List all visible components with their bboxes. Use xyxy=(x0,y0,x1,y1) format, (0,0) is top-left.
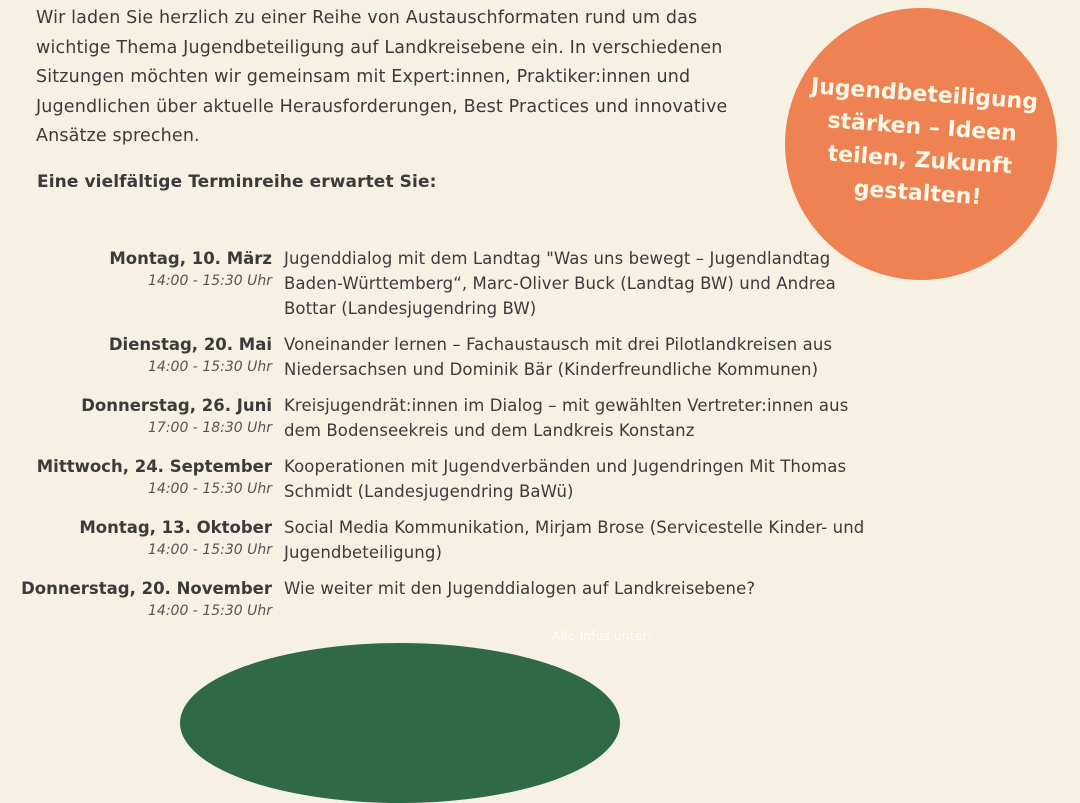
event-when xyxy=(0,454,272,504)
event-date: Donnerstag, 20. November xyxy=(21,579,272,598)
event-date: Mittwoch, 24. September xyxy=(36,457,272,476)
event-when xyxy=(0,393,272,443)
event-time: 14:00 - 15:30 Uhr xyxy=(148,542,272,558)
event-list xyxy=(0,246,1080,633)
event-description: Kooperationen mit Jugendverbänden und Jugendringen Mit Thomas Schmidt (Landesjugendring BaWü) xyxy=(284,457,847,501)
event-date: Montag, 13. Oktober xyxy=(79,518,272,537)
event-item xyxy=(0,332,1080,382)
info-note: Alle Infos unter: xyxy=(552,629,653,643)
decorative-green-shape xyxy=(180,643,620,803)
event-item xyxy=(0,576,1080,622)
slogan-badge xyxy=(785,8,1057,280)
event-description: Kreisjugendrät:innen im Dialog – mit gewählten Vertreter:innen aus dem Bodenseekreis und dem Landkreis Konstanz xyxy=(284,396,849,440)
event-item xyxy=(0,393,1080,443)
event-date: Donnerstag, 26. Juni xyxy=(81,396,272,415)
event-when xyxy=(0,246,272,321)
event-date: Montag, 10. März xyxy=(109,249,272,268)
event-time: 14:00 - 15:30 Uhr xyxy=(148,603,272,619)
event-when xyxy=(0,515,272,565)
event-description: Social Media Kommunikation, Mirjam Brose (Servicestelle Kinder- und Jugendbeteiligung) xyxy=(284,518,865,562)
event-description: Wie weiter mit den Jugenddialogen auf Landkreisebene? xyxy=(284,579,756,598)
event-time: 14:00 - 15:30 Uhr xyxy=(148,273,272,289)
event-item xyxy=(0,454,1080,504)
slogan-text: Jugendbeteiligung stärken – Ideen teilen, Zukunft gestalten! xyxy=(810,74,1039,211)
event-when xyxy=(0,576,272,622)
event-description: Voneinander lernen – Fachaustausch mit drei Pilotlandkreisen aus Niedersachsen und Dominik Bär (Kinderfreundliche Kommunen) xyxy=(284,335,833,379)
event-description: Jugenddialog mit dem Landtag "Was uns bewegt – Jugendlandtag Baden-Württemberg“, Marc-Oliver Buck (Landtag BW) und Andrea Bottar (Landesjugendring BW) xyxy=(284,249,836,318)
schedule-heading: Eine vielfältige Terminreihe erwartet Sie: xyxy=(37,172,437,192)
event-item xyxy=(0,515,1080,565)
event-time: 14:00 - 15:30 Uhr xyxy=(148,359,272,375)
event-time: 17:00 - 18:30 Uhr xyxy=(148,420,272,436)
event-time: 14:00 - 15:30 Uhr xyxy=(148,481,272,497)
intro-paragraph: Wir laden Sie herzlich zu einer Reihe von Austauschformaten rund um das wichtige Thema Jugendbeteiligung auf Landkreisebene ein. In verschiedenen Sitzungen möchten wir gemeinsam mit Expert:innen, Praktiker:innen und Jugendlichen über aktuelle Herausforderungen, Best Practices und innovative Ansätze sprechen. xyxy=(36,8,728,146)
event-when xyxy=(0,332,272,382)
event-item xyxy=(0,246,1080,321)
event-date: Dienstag, 20. Mai xyxy=(108,335,272,354)
